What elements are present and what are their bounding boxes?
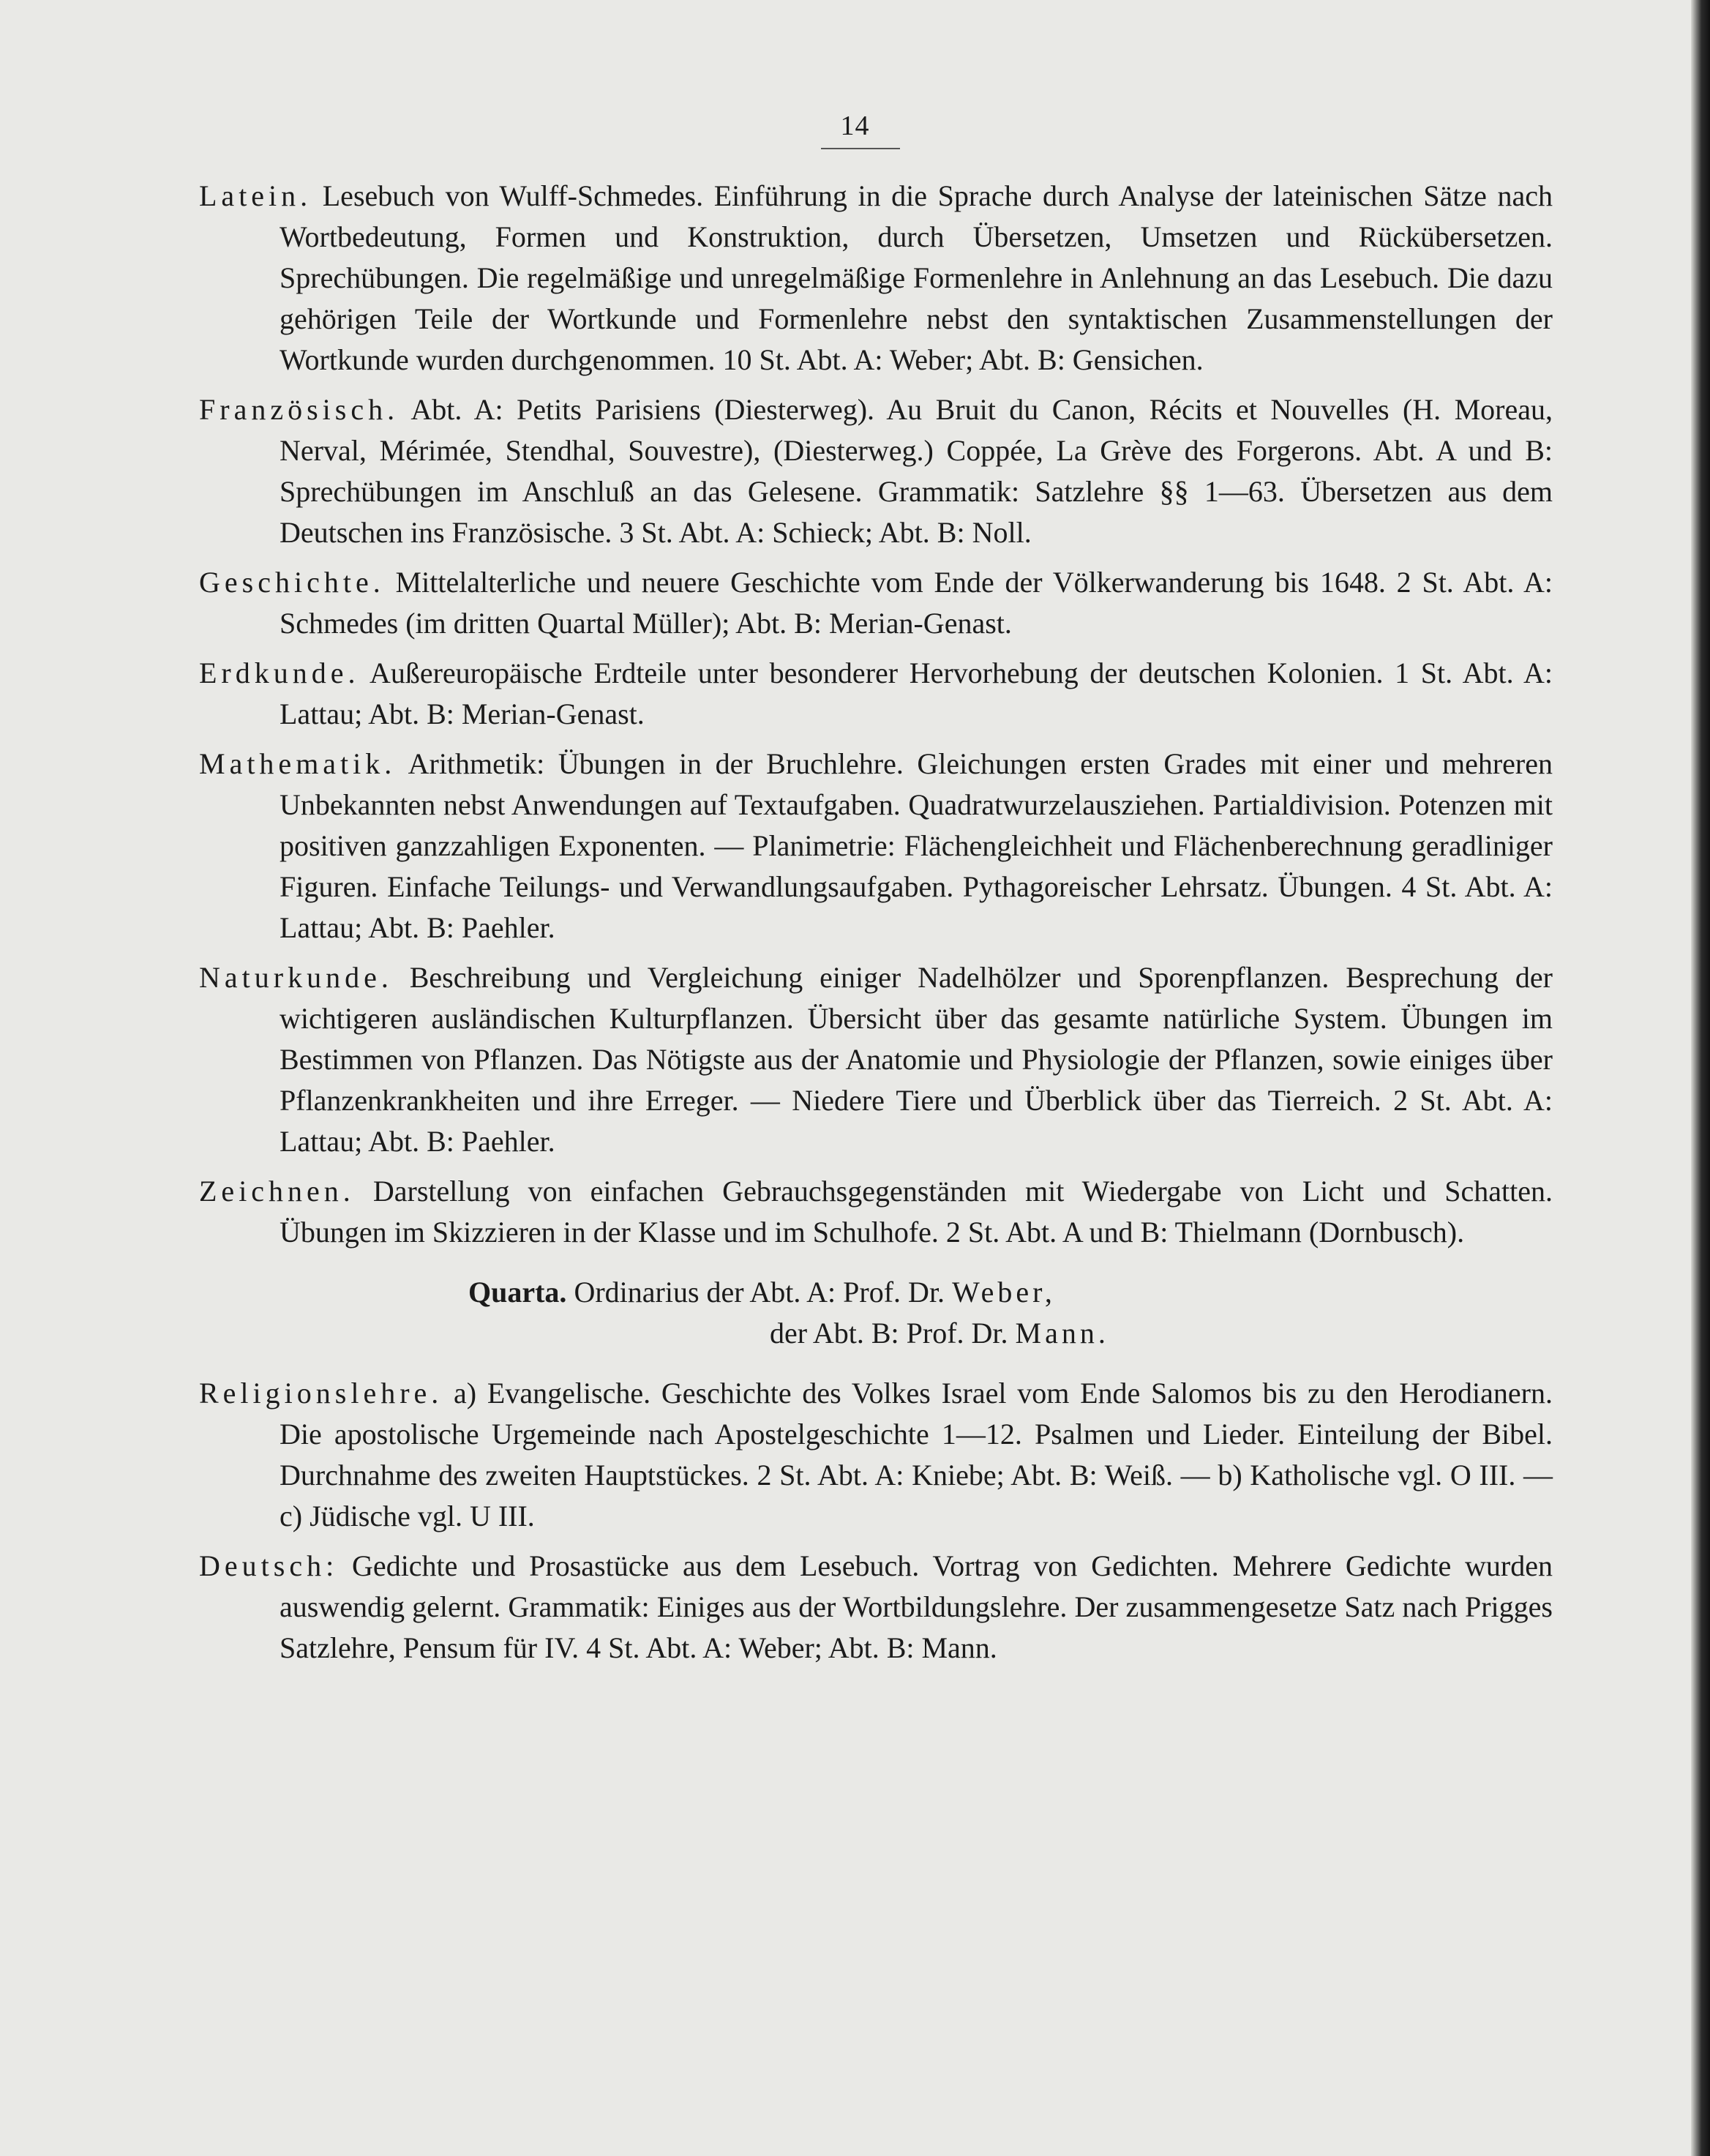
paragraph-naturkunde [199,957,1553,1162]
subject-heading: Latein. [199,179,312,212]
section-title-line-2 [770,1313,1109,1354]
ordinarius-text-b: der Abt. B: Prof. Dr. [770,1317,1008,1350]
paragraph-text: Darstellung von einfachen Gebrauchsgegenständen mit Wiedergabe von Licht und Schatten. Übungen im Skizzieren in der Klasse und im Schulhofe. 2 St. Abt. A und B: Thielmann (Dornbusch). [280,1175,1553,1249]
paragraph-franzoesisch [199,389,1553,553]
paragraph-text: Gedichte und Prosastücke aus dem Lesebuch. Vortrag von Gedichten. Mehrere Gedichte wurden auswendig gelernt. Grammatik: Einiges aus der Wortbildungslehre. Der zusammengesetze Satz nach Prigges Satzlehre, Pensum für IV. 4 St. Abt. A: Weber; Abt. B: Mann. [280,1549,1553,1664]
subject-heading: Zeichnen. [199,1175,355,1208]
paragraph-text: Arithmetik: Übungen in der Bruchlehre. Gleichungen ersten Grades mit einer und mehreren Unbekannten nebst Anwendungen auf Textaufgaben. Quadratwurzelausziehen. Partialdivision. Potenzen mit positiven ganzzahligen Exponenten. — Planimetrie: Flächengleichheit und Flächenberechnung geradliniger Figuren. Einfache Teilungs- und Verwandlungsaufgaben. Pythagoreischer Lehrsatz. Übungen. 4 St. Abt. A: Lattau; Abt. B: Paehler. [280,747,1553,944]
paragraph-text: a) Evangelische. Geschichte des Volkes Israel vom Ende Salomos bis zu den Herodianern. Die apostolische Urgemeinde nach Apostelgeschichte 1—12. Psalmen und Lieder. Einteilung der Bibel. Durchnahme des zweiten Hauptstückes. 2 St. Abt. A: Kniebe; Abt. B: Weiß. — b) Katholische vgl. O III. — c) Jüdische vgl. U III. [280,1377,1553,1532]
subject-heading: Deutsch: [199,1549,339,1582]
paragraph-deutsch [199,1546,1553,1669]
paragraph-geschichte [199,562,1553,644]
subject-heading: Mathematik. [199,747,397,780]
paragraph-zeichnen [199,1171,1553,1253]
subject-heading: Naturkunde. [199,961,393,994]
subject-heading: Erdkunde. [199,656,360,689]
paragraph-text: Beschreibung und Vergleichung einiger Nadelhölzer und Sporenpflanzen. Besprechung der wichtigeren ausländischen Kulturpflanzen. Übersicht über das gesamte natürliche System. Übungen im Bestimmen von Pflanzen. Das Nötigste aus der Anatomie und Physiologie der Pflanzen, sowie einiges über Pflanzenkrankheiten und ihre Erreger. — Niedere Tiere und Überblick über das Tierreich. 2 St. Abt. A: Lattau; Abt. B: Paehler. [280,961,1553,1158]
section-title-quarta [199,1272,1553,1354]
paragraph-mathematik [199,744,1553,948]
paragraph-text: Lesebuch von Wulff-Schmedes. Einführung in die Sprache durch Analyse der lateinischen Sätze nach Wortbedeutung, Formen und Konstruktion, durch Übersetzen, Umsetzen und Rückübersetzen. Sprechübungen. Die regelmäßige und unregelmäßige Formenlehre in Anlehnung an das Lesebuch. Die dazu gehörigen Teile der Wortkunde und Formenlehre nebst den syntaktischen Zusammenstellungen der Wortkunde wurden durchgenommen. 10 St. Abt. A: Weber; Abt. B: Gensichen. [280,179,1553,376]
ordinarius-text-a: Ordinarius der Abt. A: Prof. Dr. [574,1276,945,1309]
paragraph-text: Abt. A: Petits Parisiens (Diesterweg). Au Bruit du Canon, Récits et Nouvelles (H. Moreau, Nerval, Mérimée, Stendhal, Souvestre), (Diesterweg.) Coppée, La Grève des Forgerons. Abt. A und B: Sprechübungen im Anschluß an das Gelesene. Grammatik: Satzlehre §§ 1—63. Übersetzen aus dem Deutschen ins Französische. 3 St. Abt. A: Schieck; Abt. B: Noll. [280,393,1553,549]
subject-heading: Französisch. [199,393,400,426]
paragraph-text: Außereuropäische Erdteile unter besonderer Hervorhebung der deutschen Kolonien. 1 St. Abt. A: Lattau; Abt. B: Merian-Genast. [280,656,1553,730]
paragraph-latein [199,176,1553,381]
paragraph-erdkunde [199,653,1553,735]
page-number: 14 [840,111,870,141]
ordinarius-name-a: Weber, [952,1276,1056,1309]
page-content [199,176,1553,1677]
subject-heading: Religionslehre. [199,1377,443,1410]
page-number-rule [821,148,900,149]
section-title-line-1 [468,1272,1056,1313]
scan-edge [1691,0,1710,2156]
subject-heading: Geschichte. [199,566,385,599]
ordinarius-name-b: Mann. [1015,1317,1109,1350]
section-name: Quarta. [468,1276,567,1309]
paragraph-text: Mittelalterliche und neuere Geschichte vom Ende der Völkerwanderung bis 1648. 2 St. Abt. A: Schmedes (im dritten Quartal Müller); Abt. B: Merian-Genast. [280,566,1553,640]
paragraph-religionslehre [199,1373,1553,1537]
